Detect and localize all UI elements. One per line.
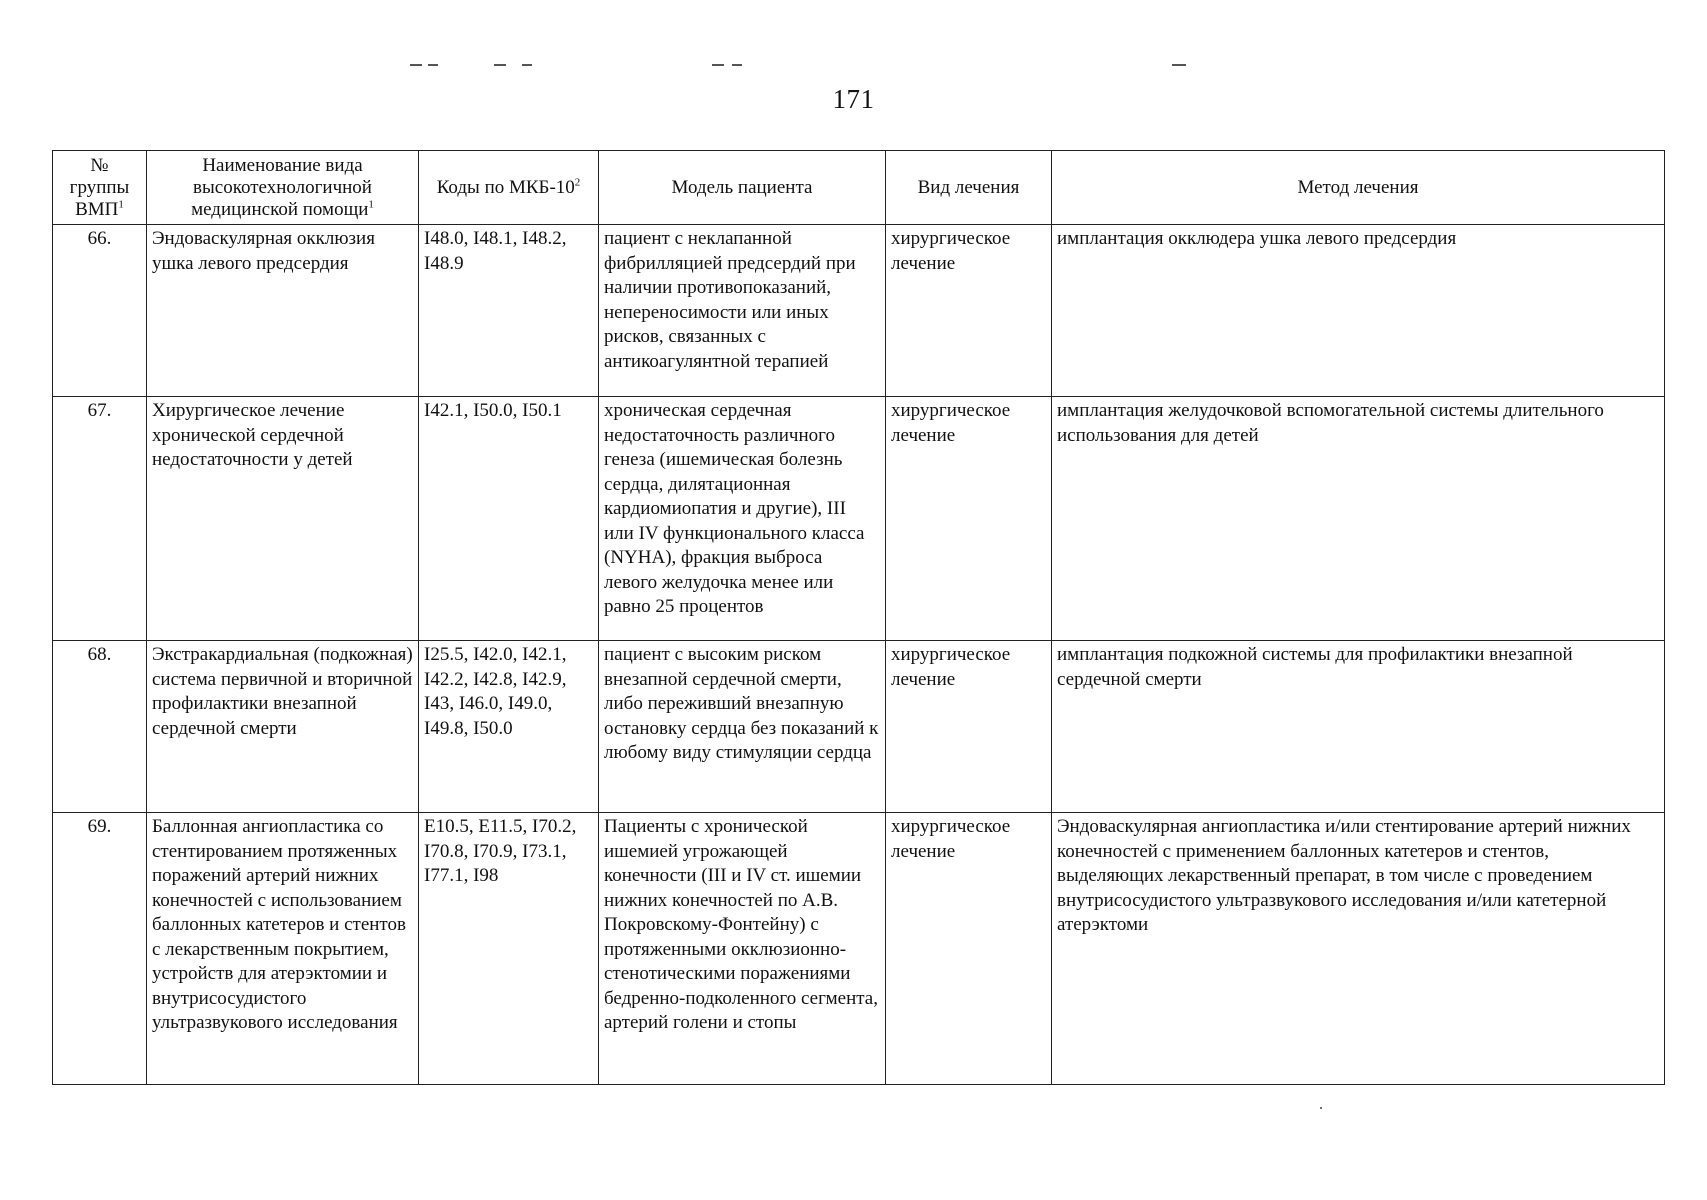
vmp-table bbox=[52, 150, 1665, 1085]
icd-codes: I48.0, I48.1, I48.2, I48.9 bbox=[419, 225, 599, 397]
table-row bbox=[53, 225, 1665, 397]
row-number: 68. bbox=[53, 641, 147, 813]
table-row bbox=[53, 641, 1665, 813]
patient-model: пациент с неклапанной фибрилляцией предсердий при наличии противопоказаний, непереносимости или иных рисков, связанных с антикоагулянтной терапией bbox=[599, 225, 886, 397]
header-care-type-line2: высокотехнологичной bbox=[193, 176, 372, 198]
header-group-number bbox=[53, 151, 147, 225]
scan-artifact bbox=[428, 64, 438, 66]
table-row bbox=[53, 397, 1665, 641]
header-group-number-line2: группы bbox=[69, 176, 130, 198]
treatment-kind: хирургическое лечение bbox=[886, 641, 1052, 813]
footnote-mark: 1 bbox=[368, 198, 374, 211]
header-icd-codes-text: Коды по МКБ-10 bbox=[436, 176, 575, 198]
patient-model: Пациенты с хронической ишемией угрожающей конечности (III и IV ст. ишемии нижних конечностей по А.В. Покровскому-Фонтейну) с протяженными окклюзионно-стенотическими поражениями бедренно-подколенного сегмента, артерий голени и стопы bbox=[599, 813, 886, 1085]
row-number: 67. bbox=[53, 397, 147, 641]
scan-artifact bbox=[494, 64, 506, 66]
care-type-name: Экстракардиальная (подкожная) система первичной и вторичной профилактики внезапной сердечной смерти bbox=[147, 641, 419, 813]
treatment-kind: хирургическое лечение bbox=[886, 397, 1052, 641]
care-type-name: Баллонная ангиопластика со стентированием протяженных поражений артерий нижних конечностей с использованием баллонных катетеров и стентов с лекарственным покрытием, устройств для атерэктомии и внутрисосудистого ультразвукового исследования bbox=[147, 813, 419, 1085]
header-icd-codes bbox=[419, 151, 599, 225]
row-number: 69. bbox=[53, 813, 147, 1085]
icd-codes: I25.5, I42.0, I42.1, I42.2, I42.8, I42.9, I43, I46.0, I49.0, I49.8, I50.0 bbox=[419, 641, 599, 813]
scan-artifact bbox=[1172, 64, 1186, 66]
header-group-number-line1: № bbox=[90, 154, 109, 176]
header-treatment-kind: Вид лечения bbox=[886, 151, 1052, 225]
scan-artifact bbox=[712, 64, 724, 66]
footnote-mark: 1 bbox=[118, 198, 124, 211]
scan-speck bbox=[1320, 1107, 1322, 1109]
scan-artifact bbox=[732, 64, 742, 66]
header-group-number-line3: ВМП bbox=[75, 198, 119, 220]
header-care-type-line3: медицинской помощи bbox=[191, 198, 369, 220]
table-row bbox=[53, 813, 1665, 1085]
care-type-name: Хирургическое лечение хронической сердечной недостаточности у детей bbox=[147, 397, 419, 641]
scan-artifact bbox=[522, 64, 532, 66]
row-number: 66. bbox=[53, 225, 147, 397]
header-care-type-name bbox=[147, 151, 419, 225]
header-patient-model: Модель пациента bbox=[599, 151, 886, 225]
table-header-row bbox=[53, 151, 1665, 225]
patient-model: хроническая сердечная недостаточность различного генеза (ишемическая болезнь сердца, дилятационная кардиомиопатия и другие), III или IV функционального класса (NYHA), фракция выброса левого желудочка менее или равно 25 процентов bbox=[599, 397, 886, 641]
treatment-method: имплантация подкожной системы для профилактики внезапной сердечной смерти bbox=[1052, 641, 1665, 813]
icd-codes: E10.5, E11.5, I70.2, I70.8, I70.9, I73.1, I77.1, I98 bbox=[419, 813, 599, 1085]
footnote-mark: 2 bbox=[574, 176, 581, 189]
care-type-name: Эндоваскулярная окклюзия ушка левого предсердия bbox=[147, 225, 419, 397]
header-care-type-line1: Наименование вида bbox=[202, 154, 363, 176]
header-treatment-method: Метод лечения bbox=[1052, 151, 1665, 225]
page-number: 171 bbox=[832, 84, 875, 114]
treatment-kind: хирургическое лечение bbox=[886, 813, 1052, 1085]
treatment-method: Эндоваскулярная ангиопластика и/или стентирование артерий нижних конечностей с применением баллонных катетеров и стентов, выделяющих лекарственный препарат, в том числе с проведением внутрисосудистого ультразвукового исследования и/или катетерной атерэктоми bbox=[1052, 813, 1665, 1085]
scan-artifact bbox=[410, 64, 422, 66]
patient-model: пациент с высоким риском внезапной сердечной смерти, либо переживший внезапную остановку сердца без показаний к любому виду стимуляции сердца bbox=[599, 641, 886, 813]
treatment-kind: хирургическое лечение bbox=[886, 225, 1052, 397]
treatment-method: имплантация желудочковой вспомогательной системы длительного использования для детей bbox=[1052, 397, 1665, 641]
icd-codes: I42.1, I50.0, I50.1 bbox=[419, 397, 599, 641]
treatment-method: имплантация окклюдера ушка левого предсердия bbox=[1052, 225, 1665, 397]
